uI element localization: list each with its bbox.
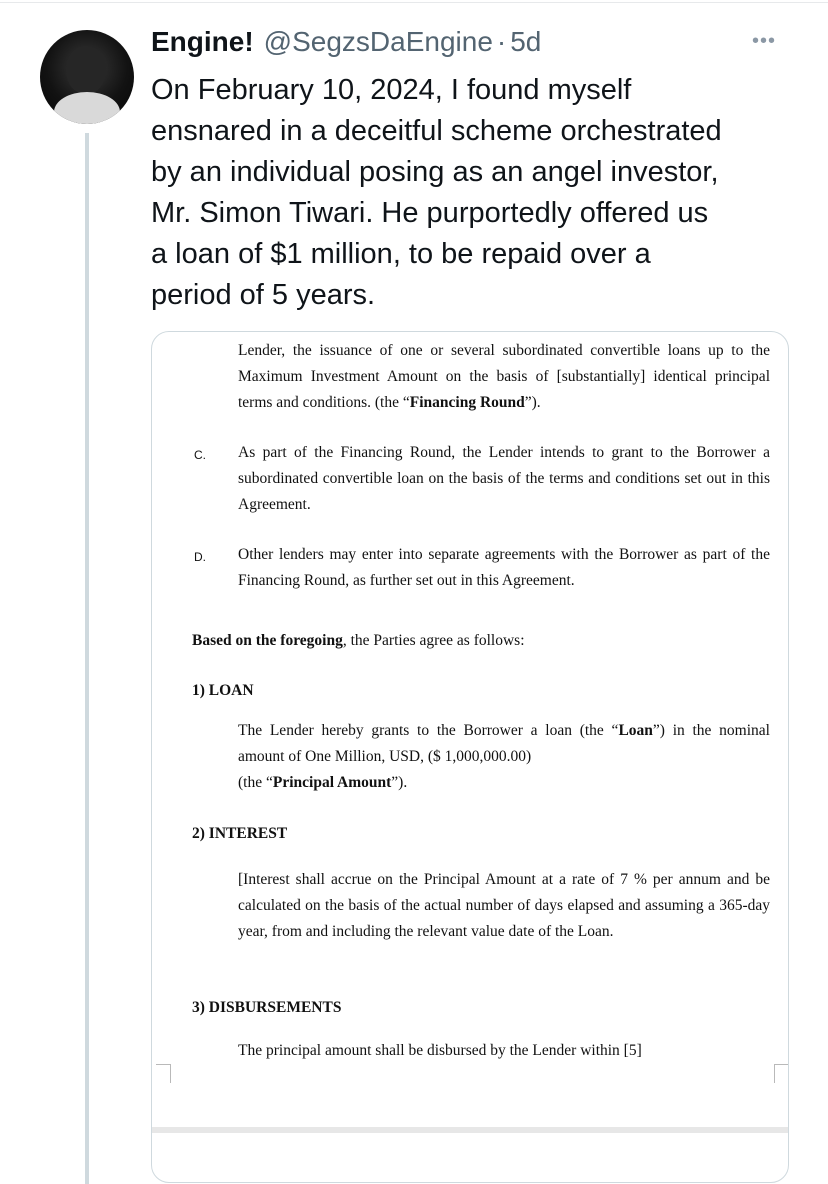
avatar-face: [66, 46, 106, 94]
document-page: [152, 332, 788, 1182]
loan-text-2: (the “: [238, 774, 273, 791]
foregoing-bold: Based on the foregoing: [192, 632, 343, 649]
top-divider: [0, 2, 828, 3]
loan-term: Loan: [618, 722, 653, 739]
clause-label: D.: [194, 550, 206, 564]
principal-amount-term: Principal Amount: [272, 774, 392, 791]
foregoing-line: [192, 628, 752, 654]
financing-round-term: Financing Round: [409, 394, 525, 411]
display-name[interactable]: Engine!: [151, 26, 254, 57]
interest-paragraph: [Interest shall accrue on the Principal Amount at a rate of 7 % per annum and be calculated on the basis of the actual number of days elapsed and assuming a 365-day year, from and including the relevant value date of the Loan.: [238, 871, 770, 940]
clause-label: C.: [194, 448, 206, 462]
loan-amount-text: ”) in the nominal amount of One Million, USD, ($ 1,000,000.00): [238, 722, 770, 765]
handle[interactable]: @SegzsDaEngine: [263, 26, 493, 57]
clause-text: As part of the Financing Round, the Lender intends to grant to the Borrower a subordinated convertible loan on the basis of the terms and conditions set out in this Agreement.: [238, 444, 770, 513]
page-break: [152, 1127, 788, 1133]
page-corner-mark: [774, 1064, 789, 1083]
intro-end: ”).: [524, 394, 541, 411]
tweet-text: On February 10, 2024, I found myself ensnared in a deceitful scheme orchestrated by an individual posing as an angel investor, Mr. Simon Tiwari. He purportedly offered us a loan of $1 million, to be repaid over a period of 5 years.: [151, 74, 722, 311]
loan-text: The Lender hereby grants to the Borrower a loan (the “: [238, 722, 619, 739]
page-corner-mark: [156, 1064, 171, 1083]
intro-text: Lender, the issuance of one or several subordinated convertible loans up to the Maximum Investment Amount on the basis of [substantially] identical principal terms and conditions. (the “: [238, 342, 770, 411]
loan-end: ”).: [391, 774, 408, 791]
clause-text: Other lenders may enter into separate agreements with the Borrower as part of the Financing Round, as further set out in this Agreement.: [238, 546, 770, 589]
section-heading-disbursements: 3) DISBURSEMENTS: [192, 999, 342, 1016]
loan-paragraph: [238, 718, 770, 796]
disbursement-paragraph: The principal amount shall be disbursed by the Lender within [5]: [238, 1042, 642, 1059]
avatar-shirt: [54, 92, 120, 124]
intro-paragraph: [238, 338, 770, 416]
thread-line: [85, 133, 89, 1184]
tweet-header: [151, 26, 541, 66]
separator: ·: [496, 26, 507, 57]
timestamp[interactable]: 5d: [510, 26, 542, 57]
avatar[interactable]: [40, 30, 134, 124]
more-icon[interactable]: •••: [752, 30, 777, 52]
foregoing-rest: , the Parties agree as follows:: [342, 632, 525, 649]
section-heading-interest: 2) INTEREST: [192, 825, 288, 842]
document-image[interactable]: [151, 331, 789, 1183]
section-heading-loan: 1) LOAN: [192, 682, 254, 699]
